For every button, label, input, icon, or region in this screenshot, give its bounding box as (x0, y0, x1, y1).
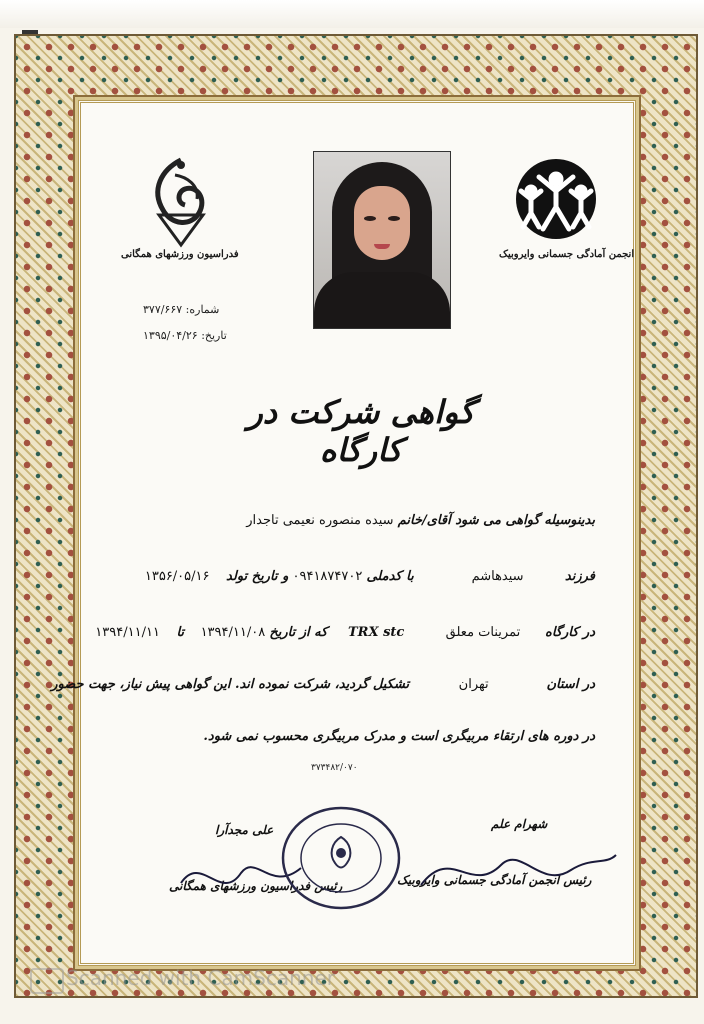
date-value: ۱۳۹۵/۰۴/۲۶ (143, 329, 198, 342)
left-logo-caption: فدراسیون ورزشهای همگانی (121, 249, 239, 260)
date-label: تاریخ: (201, 329, 227, 342)
recipient-name: سیده منصوره نعیمی تاجدار (246, 513, 394, 528)
to-date: ۱۳۹۴/۱۱/۱۱ (95, 625, 160, 640)
number-row (143, 303, 219, 316)
body-line-4 (51, 677, 595, 692)
left-signer-title: رئیس فدراسیون ورزشهای همگانی (169, 879, 343, 893)
camscanner-watermark: Scanned with CamScanner (66, 966, 335, 990)
left-signer-name: علی مجدآرا (215, 823, 274, 837)
body-line-5 (203, 729, 595, 744)
from-label: که از تاریخ (269, 625, 328, 640)
scan-top-edge (0, 0, 704, 28)
body-line-1 (246, 513, 595, 528)
national-id: ۰۹۴۱۸۷۴۷۰۲ (292, 569, 363, 584)
body-line-3 (95, 625, 595, 640)
line5-text: در دوره های ارتقاء مربیگری است و مدرک مربیگری محسوب نمی شود. (203, 729, 595, 744)
workshop-label: در کارگاه (545, 625, 595, 640)
workshop-name: تمرینات معلق (445, 625, 521, 640)
right-logo-caption: انجمن آمادگی جسمانی وایروبیک (499, 249, 635, 260)
from-date: ۱۳۹۴/۱۱/۰۸ (200, 625, 266, 640)
line4-text: تشکیل گردید، شرکت نموده اند. این گواهی پیش نیاز، جهت حضور (51, 677, 410, 692)
date-row (143, 329, 227, 342)
right-signer-title: رئیس انجمن آمادگی جسمانی وایروبیک (397, 873, 592, 887)
birth-label: و تاریخ تولد (226, 569, 289, 584)
to-label: تا (176, 625, 185, 640)
body-line-2 (145, 569, 595, 584)
workshop-latin: TRX stc (347, 625, 405, 640)
right-signature-scribble (411, 835, 621, 905)
province: تهران (458, 677, 489, 692)
camscanner-icon (30, 968, 64, 994)
right-signer-name: شهرام علم (491, 817, 548, 831)
birth-date: ۱۳۵۶/۰۵/۱۶ (144, 569, 210, 584)
province-label: در استان (546, 677, 595, 692)
id-label: با کدملی (366, 569, 414, 584)
portrait-photo (313, 151, 451, 329)
certificate-body (51, 100, 636, 966)
certificate-title: گواهی شرکت در کارگاه (247, 393, 475, 469)
serial-number: ۳۷۳۴۸۲/۰۷۰ (311, 763, 358, 773)
number-label: شماره: (185, 303, 220, 316)
official-seal-stamp (279, 803, 403, 913)
child-label: فرزند (564, 569, 595, 584)
number-value: ۳۷۷/۶۶۷ (143, 303, 183, 316)
intro-text: بدینوسیله گواهی می شود آقای/خانم (397, 513, 595, 528)
father-name: سیدهاشم (471, 569, 524, 584)
